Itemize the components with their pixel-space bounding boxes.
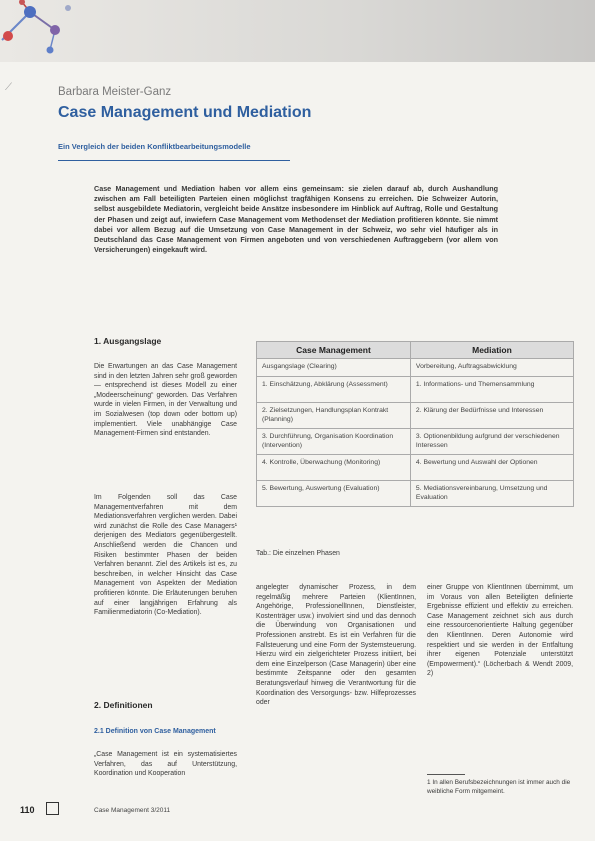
table-cell: 2. Klärung der Bedürfnisse und Interessen — [410, 403, 573, 429]
section1-paragraph-1: Die Erwartungen an das Case Management sind in den letzten Jahren sehr groß geworden — entsprechend ist dieses Modell zu einer „Modeerscheinung“ geworden. Das Verfahren wurde in vielen Firmen, in der Verwaltung und im Sozialwesen (top down oder bottom up) implementiert. Viele unabhängige Case Management-Firmen sind entstanden. — [94, 363, 237, 438]
table-cell: Vorbereitung, Auftragsabwicklung — [410, 359, 573, 377]
column2-text: angelegter dynamischer Prozess, in dem regelmäßig mehrere Parteien (KlientInnen, Angehörige, ProfessionellInnen, Dienstleister, Kostenträger usw.) involviert sind und das dennoch die Überwindung von Organisationen und Professionen anstrebt. Es ist ein Verfahren für die Fallsteuerung und eine Form der Systemsteuerung. Hierzu wird ein zielgerichteter Prozess initiiert, bei dem eine Einzelperson (Case Managerin) über eine bestimmte Zeitspanne oder den gesamten Beratungsverlauf hinweg die Verantwortung für die Koordination des Versorgungs- bzw. Hilfeprozesses oder — [256, 584, 416, 707]
table-row — [257, 377, 574, 403]
table-cell: 4. Bewertung und Auswahl der Optionen — [410, 455, 573, 481]
section1-paragraph-2: Im Folgenden soll das Case Managementverfahren mit dem Mediationsverfahren verglichen werden. Dabei wird zunächst die Rolle des Case Managers¹ derjenigen des Mediators gegenübergestellt. Anschließend werden die Chancen und Risiken bestimmter Phasen der beiden Verfahren benannt. Ziel des Artikels ist es, zu beschreiben, in welcher Hinsicht das Case Management von Aspekten der Mediation profitieren könnte. Die Erläuterungen beruhen auf einer langjährigen Erfahrung als Familienmediatorin (Co-Mediation). — [94, 494, 237, 617]
section-heading-1: 1. Ausgangslage — [94, 336, 162, 346]
table-caption: Tab.: Die einzelnen Phasen — [256, 550, 340, 557]
corner-mark: ⟋ — [5, 82, 12, 93]
article-subtitle: Ein Vergleich der beiden Konfliktbearbeitungsmodelle — [58, 142, 251, 151]
table-cell: 4. Kontrolle, Überwachung (Monitoring) — [257, 455, 411, 481]
article-title: Case Management und Mediation — [58, 104, 312, 121]
table-row — [257, 403, 574, 429]
table-cell: 5. Bewertung, Auswertung (Evaluation) — [257, 481, 411, 507]
table-row — [257, 455, 574, 481]
table-header-case-management: Case Management — [257, 342, 411, 359]
table-cell: Ausgangslage (Clearing) — [257, 359, 411, 377]
header-banner — [0, 0, 595, 62]
column3-text: einer Gruppe von KlientInnen übernimmt, um im Voraus von allen Beteiligten definierte Ergebnisse effizient und effektiv zu erreichen. Case Management zeichnet sich aus durch eine ressourcenorientierte Haltung gegenüber den KlientInnen. Deren Autonomie wird respektiert und sie werden in der Entfaltung ihrer eigenen Potenziale unterstützt (Empowerment).“ (Löcherbach & Wendt 2009, 2) — [427, 584, 573, 678]
table-cell: 3. Optionenbildung aufgrund der verschiedenen Interessen — [410, 429, 573, 455]
author-name: Barbara Meister-Ganz — [58, 86, 172, 98]
table-cell: 1. Informations- und Themensammlung — [410, 377, 573, 403]
table-cell: 2. Zielsetzungen, Handlungsplan Kontrakt (Planning) — [257, 403, 411, 429]
subsection-heading: 2.1 Definition von Case Management — [94, 728, 216, 735]
footnote: 1 In allen Berufsbezeichnungen ist immer auch die weibliche Form mitgemeint. — [427, 779, 571, 795]
footnote-rule — [427, 774, 465, 775]
table-cell: 1. Einschätzung, Abklärung (Assessment) — [257, 377, 411, 403]
abstract: Case Management und Mediation haben vor allem eins gemeinsam: sie zielen darauf ab, durch Aushandlung zwischen am Fall beteiligten Parteien einen möglichst tragfähigen Konsens zu erreichen. Die Schweizer Autorin, selbst ausgebildete Mediatorin, vergleicht beide Ansätze insbesondere im Hinblick auf Auftrag, Rolle und Gestaltung der Phasen und zeigt auf, inwiefern Case Management vom Methodenset der Mediation profitieren könnte. Sie nimmt dabei vor allem Bezug auf die Umsetzung von Case Management in der Schweiz, wo sehr viel häufiger als in Deutschland das Case Management von Firmen angeboten und von verschiedenen Auftraggebern (vor allem von Versicherungen) eingekauft wird. — [94, 184, 498, 255]
table-row — [257, 429, 574, 455]
subtitle-rule — [58, 160, 290, 161]
journal-icon — [46, 802, 59, 815]
section-heading-2: 2. Definitionen — [94, 700, 153, 710]
journal-name: Case Management 3/2011 — [94, 807, 171, 814]
table-cell: 3. Durchführung, Organisation Koordination (Intervention) — [257, 429, 411, 455]
table-header-mediation: Mediation — [410, 342, 573, 359]
section2-paragraph: „Case Management ist ein systematisiertes Verfahren, das auf Unterstützung, Koordination und Kooperation — [94, 751, 237, 778]
phases-table — [256, 341, 574, 507]
molecule-graphic — [0, 0, 595, 62]
table-row — [257, 481, 574, 507]
table-cell: 5. Mediationsvereinbarung, Umsetzung und Evaluation — [410, 481, 573, 507]
table-row — [257, 359, 574, 377]
page-number: 110 — [20, 805, 35, 815]
